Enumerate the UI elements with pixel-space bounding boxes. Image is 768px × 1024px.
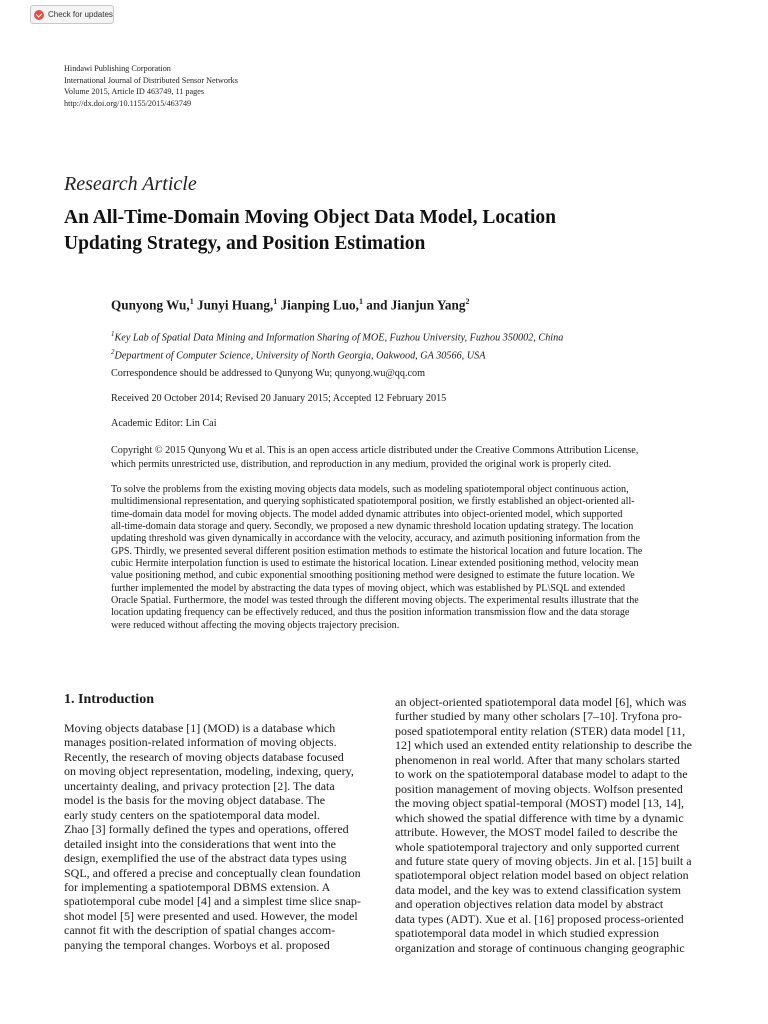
correspondence: Correspondence should be addressed to Qunyong Wu; qunyong.wu@qq.com bbox=[111, 368, 426, 379]
author-affiliation-mark: 2 bbox=[465, 297, 470, 306]
body-line: Moving objects database [1] (MOD) is a database which bbox=[64, 721, 336, 735]
body-line: on moving object representation, modeling, indexing, query, bbox=[64, 764, 354, 779]
body-line: 12] which used an extended entity relationship to describe the bbox=[395, 738, 692, 753]
copyright-line: which permits unrestricted use, distribution, and reproduction in any medium, provided the original work is properly cited. bbox=[111, 459, 612, 471]
body-line: early study centers on the spatiotemporal data model. bbox=[64, 807, 320, 822]
body-line: manages position-related information of moving objects. bbox=[64, 735, 337, 750]
body-line: an object-oriented spatiotemporal data model [6], which was bbox=[395, 695, 687, 709]
author-affiliation-mark: 1 bbox=[358, 297, 363, 306]
affiliation-number: 1 bbox=[111, 330, 115, 338]
affiliations bbox=[111, 327, 563, 364]
affiliation-text: Key Lab of Spatial Data Mining and Information Sharing of MOE, Fuzhou University, Fuzhou 350002, China bbox=[114, 332, 564, 344]
abstract-line: Oracle Spatial. Furthermore, the model was tested through the different moving objects. The experimental results illustrate that the bbox=[111, 595, 639, 607]
copyright-notice bbox=[111, 444, 705, 473]
body-line: further studied by many other scholars [7–10]. Tryfona pro- bbox=[395, 709, 682, 724]
title-line: Updating Strategy, and Position Estimation bbox=[64, 232, 426, 254]
abstract-line: location updating frequency can be effectively reduced, and thus the position information transmission flow and the data storage bbox=[111, 607, 630, 619]
author-affiliation-mark: 1 bbox=[273, 297, 278, 306]
academic-editor: Academic Editor: Lin Cai bbox=[111, 418, 217, 429]
abstract-line: time-domain data model for moving objects. The model added dynamic attributes into object-oriented model, which supported bbox=[111, 508, 623, 520]
body-line: data types (ADT). Xue et al. [16] proposed process-oriented bbox=[395, 911, 684, 926]
author-name: Junyi Huang, bbox=[196, 297, 274, 313]
body-line: posed spatiotemporal entity relation (STER) data model [11, bbox=[395, 723, 686, 738]
body-line: and operation objectives relation data model by abstract bbox=[395, 897, 664, 912]
body-line: the moving object spatial-temporal (MOST) model [13, 14], bbox=[395, 796, 684, 811]
affiliation-number: 2 bbox=[111, 348, 115, 357]
abstract-line: updating threshold was given dynamically in accordance with the velocity, accuracy, and azimuth positioning information from the bbox=[111, 533, 641, 545]
body-line: panying the temporal changes. Worboys et al. proposed bbox=[64, 937, 330, 952]
author-list bbox=[111, 297, 469, 313]
affiliation-text: Department of Computer Science, University of North Georgia, Oakwood, GA 30566, USA bbox=[114, 350, 486, 362]
abstract-line: all-time-domain data storage and query. Secondly, we proposed a new dynamic threshold location updating strategy. The location bbox=[111, 521, 634, 533]
body-line: uncertainty dealing, and privacy protection [2]. The data bbox=[64, 778, 335, 793]
article-dates: Received 20 October 2014; Revised 20 January 2015; Accepted 12 February 2015 bbox=[111, 393, 447, 404]
body-line: position management of moving objects. Wolfson presented bbox=[395, 781, 683, 796]
abstract-line: further implemented the model by abstracting the data types of moving object, which was established by PL\SQL and extended bbox=[111, 582, 625, 594]
affiliation-line bbox=[111, 327, 563, 345]
doi-link[interactable]: http://dx.doi.org/10.1155/2015/463749 bbox=[64, 98, 192, 108]
author-name: Qunyong Wu, bbox=[111, 297, 190, 313]
body-line: data model, and the key was to extend classification system bbox=[395, 882, 681, 897]
journal-header bbox=[64, 63, 238, 109]
author-name: and Jianjun Yang bbox=[366, 297, 466, 313]
abstract-line: multidimensional representation, and querying sophisticated spatiotemporal position, we firstly established an object-oriented all- bbox=[111, 496, 635, 508]
affiliation-line bbox=[111, 345, 563, 363]
check-for-updates-button[interactable] bbox=[30, 5, 114, 24]
body-line: spatiotemporal object relation model based on object relation bbox=[395, 868, 689, 883]
body-line: SQL, and offered a precise and conceptually clean foundation bbox=[64, 865, 361, 880]
body-line: Recently, the research of moving objects database focused bbox=[64, 749, 344, 764]
article-type: Research Article bbox=[64, 173, 197, 195]
body-line: cannot fit with the description of spatial changes accom- bbox=[64, 923, 336, 938]
body-line: whole spatiotemporal trajectory and only supported current bbox=[395, 839, 680, 854]
title-line: An All-Time-Domain Moving Object Data Model, Location bbox=[64, 207, 556, 228]
body-line: attribute. However, the MOST model failed to describe the bbox=[395, 825, 678, 840]
body-line: spatiotemporal cube model [4] and a simplest time slice snap- bbox=[64, 894, 361, 909]
check-updates-icon bbox=[34, 10, 44, 20]
body-line: model is the basis for the moving object database. The bbox=[64, 793, 326, 808]
body-line: which showed the spatial difference with time by a dynamic bbox=[395, 810, 684, 825]
copyright-line: Copyright © 2015 Qunyong Wu et al. This is an open access article distributed under the Creative Commons Attribution License, bbox=[111, 445, 639, 456]
body-line: for implementing a spatiotemporal DBMS extension. A bbox=[64, 879, 331, 894]
author-name: Jianping Luo, bbox=[280, 297, 359, 313]
body-line: to work on the spatiotemporal database model to adapt to the bbox=[395, 767, 688, 782]
publisher: Hindawi Publishing Corporation bbox=[64, 64, 171, 73]
abstract-line: were reduced without affecting the moving objects trajectory precision. bbox=[111, 619, 400, 631]
body-line: phenomenon in real world. After that many scholars started bbox=[395, 752, 680, 767]
article-title bbox=[64, 205, 704, 256]
intro-right-column bbox=[395, 695, 706, 955]
check-updates-label: Check for updates bbox=[48, 10, 113, 19]
journal-name: International Journal of Distributed Sensor Networks bbox=[64, 75, 238, 85]
author-affiliation-mark: 1 bbox=[189, 297, 194, 306]
section-heading: 1. Introduction bbox=[64, 692, 154, 707]
abstract-line: value positioning method, and cubic exponential smoothing positioning method were designed to estimate the future location. We bbox=[111, 570, 635, 582]
volume-info: Volume 2015, Article ID 463749, 11 pages bbox=[64, 87, 205, 97]
body-line: shot model [5] were presented and used. However, the model bbox=[64, 908, 358, 923]
body-line: spatiotemporal data model in which studied expression bbox=[395, 926, 659, 941]
body-line: and future state query of moving objects. Jin et al. [15] built a bbox=[395, 853, 692, 868]
body-line: detailed insight into the considerations that went into the bbox=[64, 836, 336, 851]
abstract-line: GPS. Thirdly, we presented several different position estimation methods to estimate the historical location and future location. The bbox=[111, 545, 643, 557]
abstract-line: cubic Hermite interpolation function is used to estimate the historical location. Linear extended positioning method, velocity mean bbox=[111, 558, 639, 570]
abstract-line: To solve the problems from the existing moving objects data models, such as modeling spatiotemporal object continuous action, bbox=[111, 484, 629, 495]
body-line: Zhao [3] formally defined the types and operations, offered bbox=[64, 822, 349, 837]
body-line: organization and storage of continuous changing geographic bbox=[395, 940, 685, 955]
abstract bbox=[111, 484, 705, 632]
body-line: design, exemplified the use of the abstract data types using bbox=[64, 851, 347, 866]
intro-left-column bbox=[64, 721, 371, 952]
